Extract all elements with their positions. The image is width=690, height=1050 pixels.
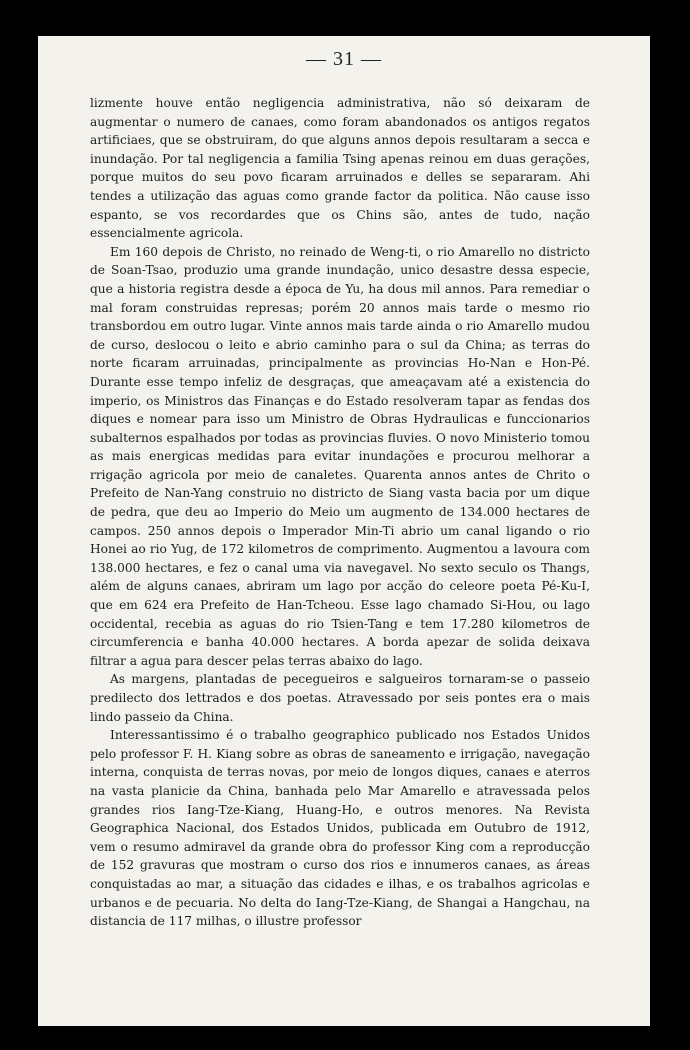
paragraph-1: lizmente houve então negligencia administrativa, não só deixaram de augmentar o numero de canaes, como foram abandonados os antigos regatos artificiaes, que se obstruiram, do que alguns annos depois resultaram a secca e inundação. Por tal negligencia a familia Tsing apenas reinou em duas gerações, porque muitos do seu povo ficaram arruinados e delles se separaram. Ahi tendes a utilização das aguas como grande factor da politica. Não cause isso espanto, se vos recordardes que os Chins são, antes de tudo, nação essencialmente agricola. (90, 96, 590, 241)
paragraph-3: As margens, plantadas de pecegueiros e salgueiros tornaram-se o passeio predilecto dos lettrados e dos poetas. Atravessado por seis pontes era o mais lindo passeio da China. (90, 672, 590, 724)
document-page (38, 36, 650, 1026)
paragraph-4: Interessantissimo é o trabalho geographico publicado nos Estados Unidos pelo professor F. H. Kiang sobre as obras de saneamento e irrigação, navegação interna, conquista de terras novas, por meio de longos diques, canaes e aterros na vasta planicie da China, banhada pelo Mar Amarello e atravessada pelos grandes rios Iang-Tze-Kiang, Huang-Ho, e outros menores. Na Revista Geographica Nacional, dos Estados Unidos, publicada em Outubro de 1912, vem o resumo admiravel da grande obra do professor King com a reproducção de 152 gravuras que mostram o curso dos rios e innumeros canaes, as áreas conquistadas ao mar, a situação das cidades e ilhas, e os trabalhos agricolas e urbanos e de pecuaria. No delta do Iang-Tze-Kiang, de Shangai a Hangchau, na distancia de 117 milhas, o illustre professor (90, 728, 590, 929)
paragraph-2: Em 160 depois de Christo, no reinado de Weng-ti, o rio Amarello no districto de Soan-Tsao, produzio uma grande inundação, unico desastre dessa especie, que a historia registra desde a época de Yu, ha dous mil annos. Para remediar o mal foram construidas represas; porém 20 annos mais tarde o mesmo rio transbordou em outro lugar. Vinte annos mais tarde ainda o rio Amarello mudou de curso, deslocou o leito e abrio caminho para o sul da China; as terras do norte ficaram arruinadas, principalmente as provincias Ho-Nan e Hon-Pé. Durante esse tempo infeliz de desgraças, que ameaçavam até a existencia do imperio, os Ministros das Finanças e do Estado resolveram tapar as fendas dos diques e nomear para isso um Ministro de Obras Hydraulicas e funccionarios subalternos espalhados por todas as provincias fluvies. O novo Ministerio tomou as mais energicas medidas para evitar inundações e procurou melhorar a rrigação agricola por meio de canaletes. Quarenta annos antes de Chrito o Prefeito de Nan-Yang construio no districto de Siang vasta bacia por um dique de pedra, que deu ao Imperio do Meio um augmento de 134.000 hectares de campos. 250 annos depois o Imperador Min-Ti abrio um canal ligando o rio Honei ao rio Yug, de 172 kilometros de comprimento. Augmentou a lavoura com 138.000 hectares, e fez o canal uma via navegavel. No sexto seculo os Thangs, além de alguns canaes, abriram um lago por acção do celeore poeta Pé-Ku-I, que em 624 era Prefeito de Han-Tcheou. Esse lago chamado Si-Hou, ou lago occidental, recebia as aguas do rio Tsien-Tang e tem 17.280 kilometros de circumferencia e banha 40.000 hectares. A borda apezar de solida deixava filtrar a agua para descer pelas terras abaixo do lago. (90, 244, 590, 668)
body-text (90, 94, 590, 931)
page-number: — 31 — (306, 48, 382, 70)
